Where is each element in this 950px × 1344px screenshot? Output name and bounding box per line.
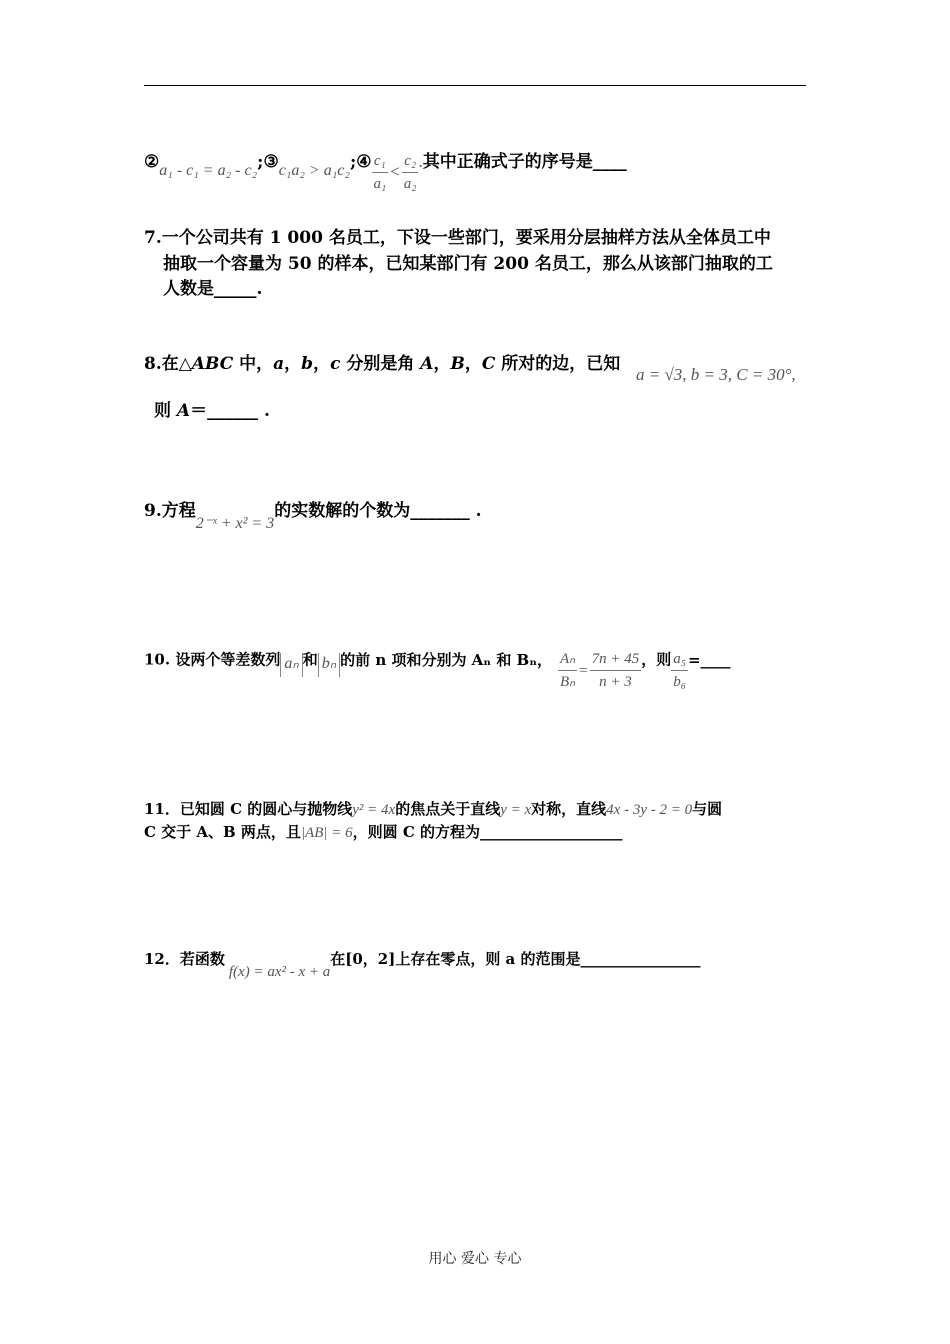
question-7-line2: 抽取一个容量为 50 的样本，已知某部门有 200 名员工，那么从该部门抽取的工 xyxy=(163,254,773,274)
fraction-A-B: $\frac{\text{Aₙ}}{\text{Bₙ}}$ xyxy=(558,648,577,693)
question-6-line: ②a₁ - c₁ = a₂ - c₂;③c₁a₂ > a₁c₂;④ $\frac{\text{c₁}}{\text{a₁}}$ < $\frac{\text{c₂}}{\text{a₂}}$ .其中正确式子的序号是____ xyxy=(144,140,627,185)
question-12-line: 12．若函数f(x) = ax² - x + a在[0，2]上存在零点，则 a 的范围是________________ xyxy=(144,950,701,980)
fraction-c1-a1: $\frac{\text{c₁}}{\text{a₁}}$ xyxy=(371,150,388,195)
formula-3: c₁a₂ > a₁c₂ xyxy=(278,162,350,179)
question-8-line2: 则 A＝______ . xyxy=(154,401,270,421)
circled-number-3: ③ xyxy=(263,152,279,172)
question-7-line3: 人数是_____. xyxy=(163,279,263,299)
header-rule xyxy=(144,85,806,86)
fraction-7n45: $\frac{7n + 45}{n + 3}$ xyxy=(590,648,642,693)
circled-number-2: ② xyxy=(144,152,160,172)
sequence-b: bₙ xyxy=(318,653,340,677)
question-11-line2: C 交于 A、B 两点，且|AB| = 6，则圆 C 的方程为___________________ xyxy=(144,823,623,841)
fraction-a5-b6: $\frac{\text{a₅}}{\text{b₆}}$ xyxy=(671,648,688,693)
circled-number-4: ④ xyxy=(356,152,372,172)
question-8-formula: a = √3, b = 3, C = 30°, xyxy=(636,365,796,384)
question-7-line1: 7.一个公司共有 1 000 名员工，下设一些部门，要采用分层抽样方法从全体员工中 xyxy=(144,228,771,248)
question-8-line1: 8.在△ABC 中，a，b，c 分别是角 A，B，C 所对的边，已知 xyxy=(144,354,621,374)
sequence-a: aₙ xyxy=(280,653,302,677)
page-footer: 用心 爱心 专心 xyxy=(428,1251,522,1267)
question-9-line: 9.方程2⁻ˣ + x² = 3的实数解的个数为_______ . xyxy=(144,501,482,532)
question-12-formula: f(x) = ax² - x + a xyxy=(228,964,331,980)
question-10-line: 10. 设两个等差数列 aₙ 和 bₙ 的前 n 项和分别为 Aₙ 和 Bₙ， $\frac{\text{Aₙ}}{\text{Bₙ}}$ = $\frac{7n + 45}{n + 3}$ ，则 $\frac{\text{a₅}}{\text{b₆}}$ =____ xyxy=(144,638,731,683)
question-9-formula: 2⁻ˣ + x² = 3 xyxy=(195,515,275,532)
question-6-text: 其中正确式子的序号是____ xyxy=(422,152,627,172)
formula-2: a₁ - c₁ = a₂ - c₂ xyxy=(159,162,258,179)
fraction-c2-a2: $\frac{\text{c₂}}{\text{a₂}}$ xyxy=(402,150,419,195)
question-11-line1: 11．已知圆 C 的圆心与抛物线y² = 4x的焦点关于直线y = x对称，直线4x - 3y - 2 = 0与圆 xyxy=(144,800,723,818)
